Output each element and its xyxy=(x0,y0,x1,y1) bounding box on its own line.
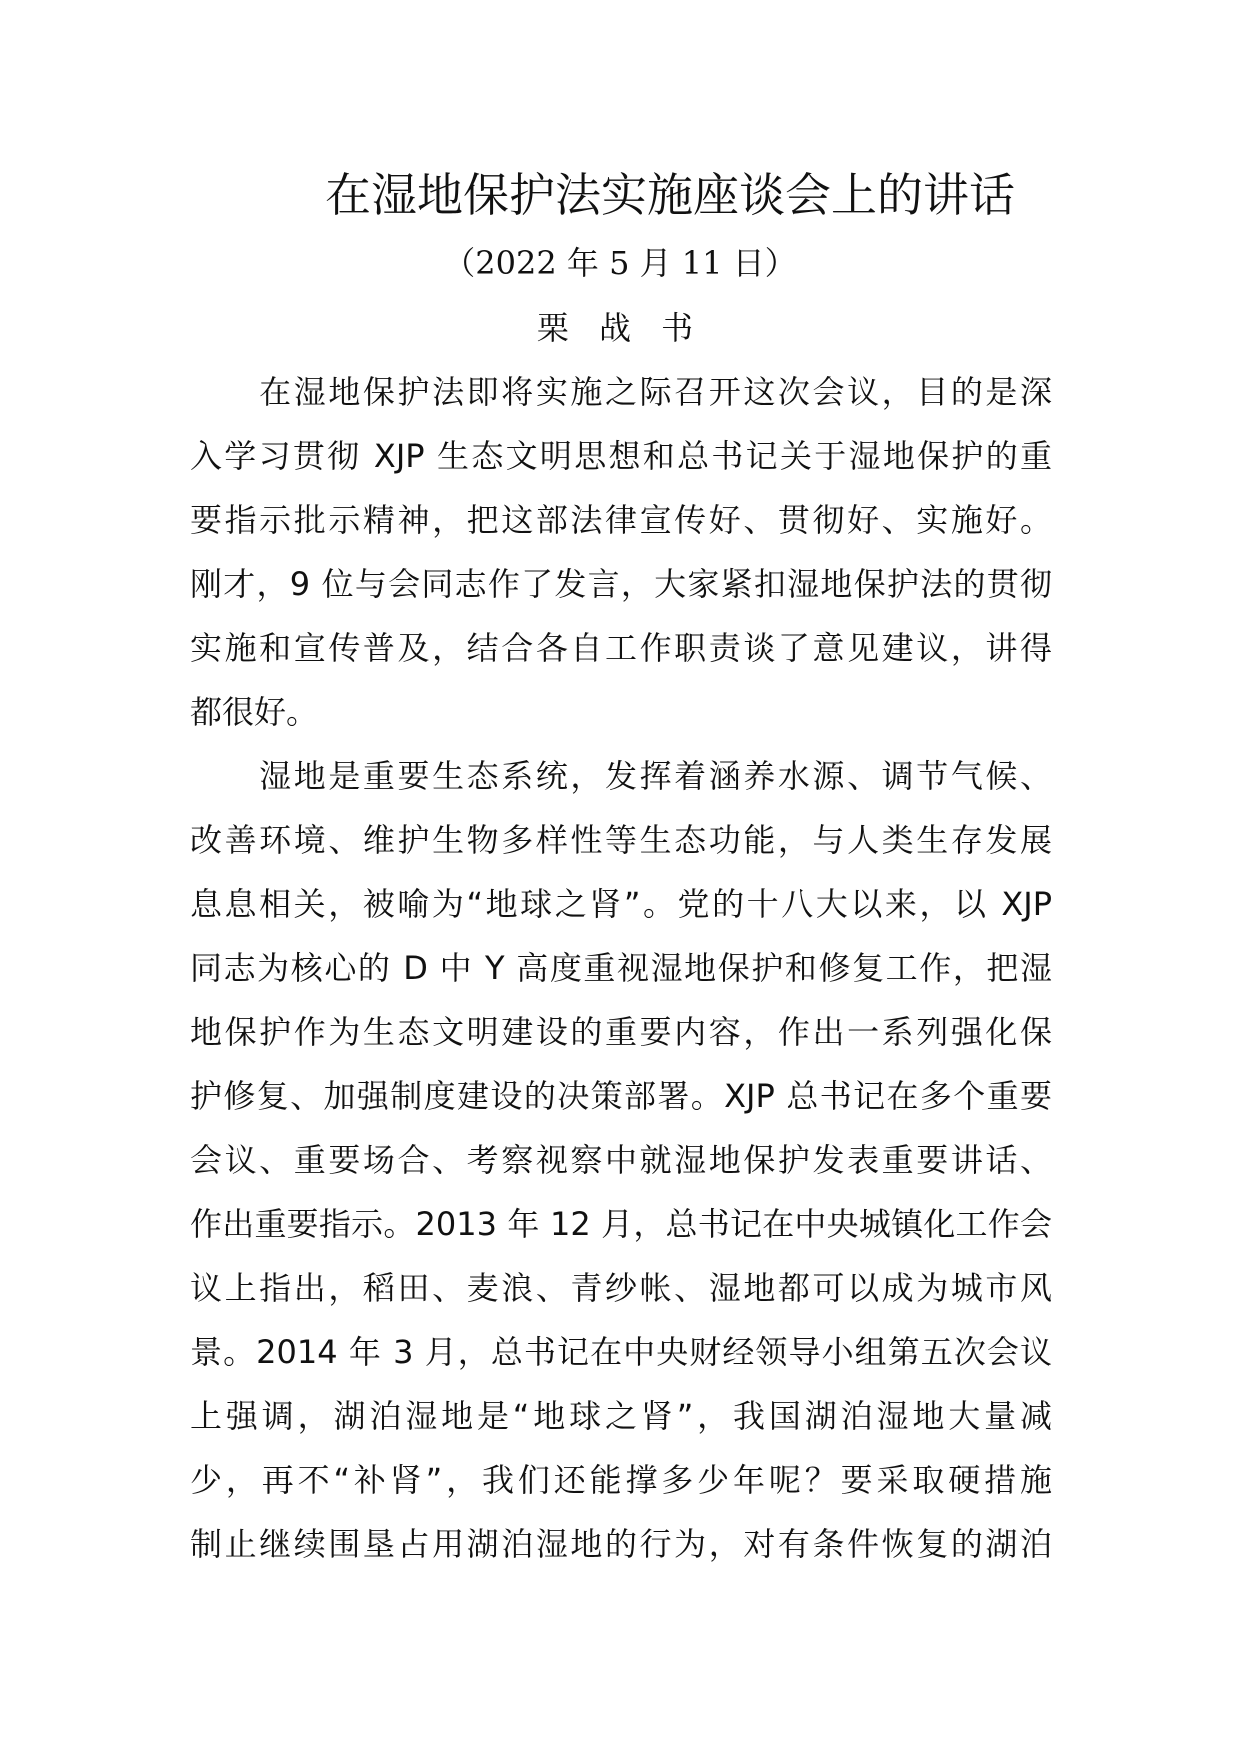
document-date: （2022 年 5 月 11 日） xyxy=(443,244,797,282)
body-line: 护修复、加强制度建设的决策部署。XJP 总书记在多个重要 xyxy=(190,1077,1052,1115)
body-line: 湿地是重要生态系统，发挥着涵养水源、调节气候、 xyxy=(190,757,1052,795)
body-line: 制止继续围垦占用湖泊湿地的行为，对有条件恢复的湖泊 xyxy=(190,1525,1052,1563)
body-line: 议上指出，稻田、麦浪、青纱帐、湿地都可以成为城市风 xyxy=(190,1269,1052,1307)
body-line: 刚才，9 位与会同志作了发言，大家紧扣湿地保护法的贯彻 xyxy=(190,565,1052,603)
body-line: 少，再不“补肾”，我们还能撑多少年呢？要采取硬措施 xyxy=(190,1461,1052,1499)
body-line: 入学习贯彻 XJP 生态文明思想和总书记关于湿地保护的重 xyxy=(190,437,1052,475)
body-line: 作出重要指示。2013 年 12 月，总书记在中央城镇化工作会 xyxy=(190,1205,1052,1243)
body-line: 实施和宣传普及，结合各自工作职责谈了意见建议，讲得 xyxy=(190,629,1052,667)
body-line: 地保护作为生态文明建设的重要内容，作出一系列强化保 xyxy=(190,1013,1052,1051)
document-body xyxy=(190,360,1052,1576)
body-line: 都很好。 xyxy=(190,693,319,731)
body-line: 会议、重要场合、考察视察中就湿地保护发表重要讲话、 xyxy=(190,1141,1052,1179)
body-line: 息息相关，被喻为“地球之肾”。党的十八大以来，以 XJP xyxy=(190,885,1052,923)
body-line: 景。2014 年 3 月，总书记在中央财经领导小组第五次会议 xyxy=(190,1333,1052,1371)
body-line: 改善环境、维护生物多样性等生态功能，与人类生存发展 xyxy=(190,821,1052,859)
document-author: 栗 战 书 xyxy=(536,309,704,347)
document-title: 在湿地保护法实施座谈会上的讲话 xyxy=(325,168,1015,222)
body-line: 在湿地保护法即将实施之际召开这次会议，目的是深 xyxy=(190,373,1052,411)
body-line: 上强调，湖泊湿地是“地球之肾”，我国湖泊湿地大量减 xyxy=(190,1397,1052,1435)
body-line: 要指示批示精神，把这部法律宣传好、贯彻好、实施好。 xyxy=(190,501,1052,539)
body-line: 同志为核心的 D 中 Y 高度重视湿地保护和修复工作，把湿 xyxy=(190,949,1052,987)
